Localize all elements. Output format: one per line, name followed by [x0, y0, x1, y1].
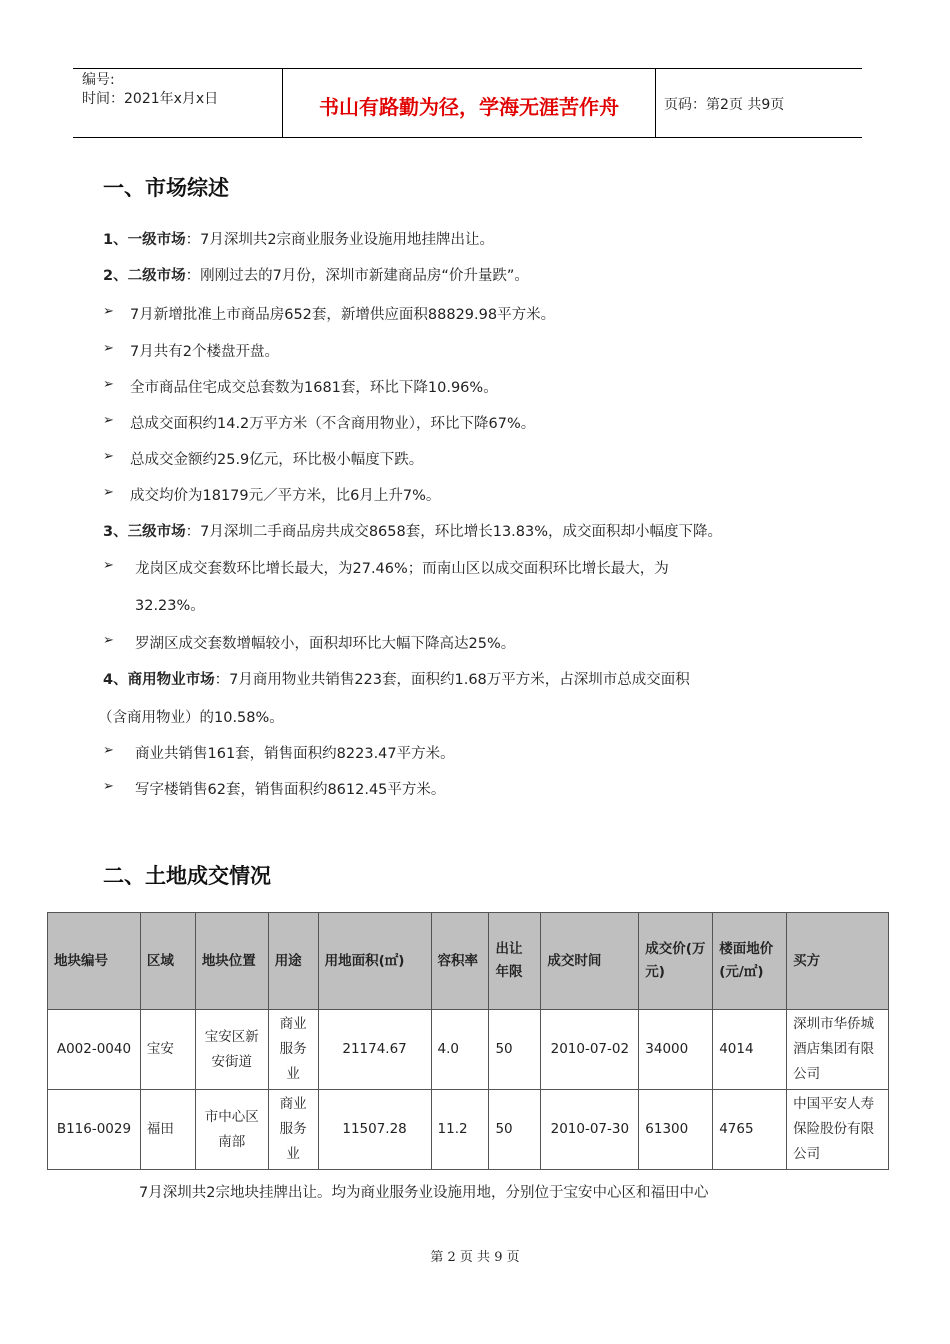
list-item: 全市商品住宅成交总套数为1681套，环比下降10.96%。 [130, 380, 498, 396]
table-cell: 11.2 [431, 1090, 489, 1170]
table-row [48, 1090, 889, 1170]
table-cell: 4.0 [431, 1010, 489, 1090]
list-item: 罗湖区成交套数增幅较小，面积却环比大幅下降高达25%。 [135, 636, 516, 652]
page-footer: 第 2 页 共 9 页 [430, 1250, 520, 1265]
table-cell: 商业服务业 [268, 1010, 318, 1090]
table-cell: 宝安区新安街道 [195, 1010, 268, 1090]
table-header: 地块位置 [195, 913, 268, 1010]
table-header: 成交时间 [541, 913, 639, 1010]
paragraph-1 [103, 228, 494, 249]
table-cell: A002-0040 [48, 1010, 141, 1090]
section2-title: 二、土地成交情况 [103, 864, 271, 888]
table-cell: 福田 [140, 1090, 195, 1170]
list-item: 写字楼销售62套，销售面积约8612.45平方米。 [135, 782, 446, 798]
header-meta [73, 69, 283, 137]
arrow-bullet-icon: ➢ [103, 633, 114, 648]
paragraph-4 [103, 668, 690, 689]
arrow-bullet-icon: ➢ [103, 377, 114, 392]
table-cell: 中国平安人寿保险股份有限公司 [787, 1090, 889, 1170]
table-cell: 宝安 [140, 1010, 195, 1090]
header-number: 编号: [82, 72, 115, 88]
table-cell: B116-0029 [48, 1090, 141, 1170]
list-item: 总成交面积约14.2万平方米（不含商用物业），环比下降67%。 [130, 416, 536, 432]
arrow-bullet-icon: ➢ [103, 413, 114, 428]
table-header: 成交价(万元) [639, 913, 713, 1010]
list-item: 总成交金额约25.9亿元，环比极小幅度下跌。 [130, 452, 424, 468]
p1-text: ：7月深圳共2宗商业服务业设施用地挂牌出让。 [185, 232, 495, 248]
table-cell: 商业服务业 [268, 1090, 318, 1170]
table-cell: 市中心区南部 [195, 1090, 268, 1170]
list-item: 商业共销售161套，销售面积约8223.47平方米。 [135, 746, 455, 762]
header-time: 时间：2021年x月x日 [82, 91, 219, 107]
header-page: 页码：第2页 共9页 [664, 97, 785, 113]
table-cell: 4765 [713, 1090, 787, 1170]
paragraph-4-cont: （含商用物业）的10.58%。 [98, 710, 284, 726]
arrow-bullet-icon: ➢ [103, 449, 114, 464]
p3-text: ：7月深圳二手商品房共成交8658套，环比增长13.83%，成交面积却小幅度下降。 [185, 524, 723, 540]
p4-label: 4、商用物业市场 [103, 672, 215, 688]
list-item-continuation: 32.23%。 [135, 598, 205, 614]
table-cell: 50 [489, 1090, 541, 1170]
p1-label: 1、一级市场 [103, 232, 186, 248]
table-cell: 11507.28 [318, 1090, 431, 1170]
table-cell: 2010-07-02 [541, 1010, 639, 1090]
table-header: 容积率 [431, 913, 489, 1010]
arrow-bullet-icon: ➢ [103, 304, 114, 319]
table-header: 出让年限 [489, 913, 541, 1010]
table-header: 用地面积(㎡) [318, 913, 431, 1010]
table-header: 楼面地价(元/㎡) [713, 913, 787, 1010]
table-cell: 4014 [713, 1010, 787, 1090]
arrow-bullet-icon: ➢ [103, 558, 114, 573]
table-row [48, 1010, 889, 1090]
land-transaction-table [47, 912, 889, 1170]
paragraph-3 [103, 520, 722, 541]
list-item: 7月新增批准上市商品房652套，新增供应面积88829.98平方米。 [130, 307, 556, 323]
arrow-bullet-icon: ➢ [103, 743, 114, 758]
paragraph-2 [103, 264, 529, 285]
table-header: 买方 [787, 913, 889, 1010]
list-item: 成交均价为18179元／平方米，比6月上升7%。 [130, 488, 441, 504]
table-header: 用途 [268, 913, 318, 1010]
page-header [73, 68, 862, 138]
p4-text: ：7月商用物业共销售223套，面积约1.68万平方米，占深圳市总成交面积 [214, 672, 690, 688]
section1-title: 一、市场综述 [103, 176, 229, 200]
table-header-row [48, 913, 889, 1010]
table-cell: 21174.67 [318, 1010, 431, 1090]
table-header: 地块编号 [48, 913, 141, 1010]
p2-label: 2、二级市场 [103, 268, 186, 284]
table-header: 区域 [140, 913, 195, 1010]
p2-text: ：刚刚过去的7月份，深圳市新建商品房“价升量跌”。 [185, 268, 529, 284]
list-item: 龙岗区成交套数环比增长最大，为27.46%；而南山区以成交面积环比增长最大，为 [135, 561, 669, 577]
header-motto: 书山有路勤为径，学海无涯苦作舟 [283, 69, 656, 137]
arrow-bullet-icon: ➢ [103, 485, 114, 500]
arrow-bullet-icon: ➢ [103, 779, 114, 794]
arrow-bullet-icon: ➢ [103, 341, 114, 356]
section2-paragraph: 7月深圳共2宗地块挂牌出让。均为商业服务业设施用地，分别位于宝安中心区和福田中心 [139, 1185, 709, 1201]
table-cell: 34000 [639, 1010, 713, 1090]
list-item: 7月共有2个楼盘开盘。 [130, 344, 279, 360]
table-cell: 50 [489, 1010, 541, 1090]
p3-label: 3、三级市场 [103, 524, 186, 540]
table-cell: 深圳市华侨城酒店集团有限公司 [787, 1010, 889, 1090]
table-cell: 2010-07-30 [541, 1090, 639, 1170]
table-cell: 61300 [639, 1090, 713, 1170]
